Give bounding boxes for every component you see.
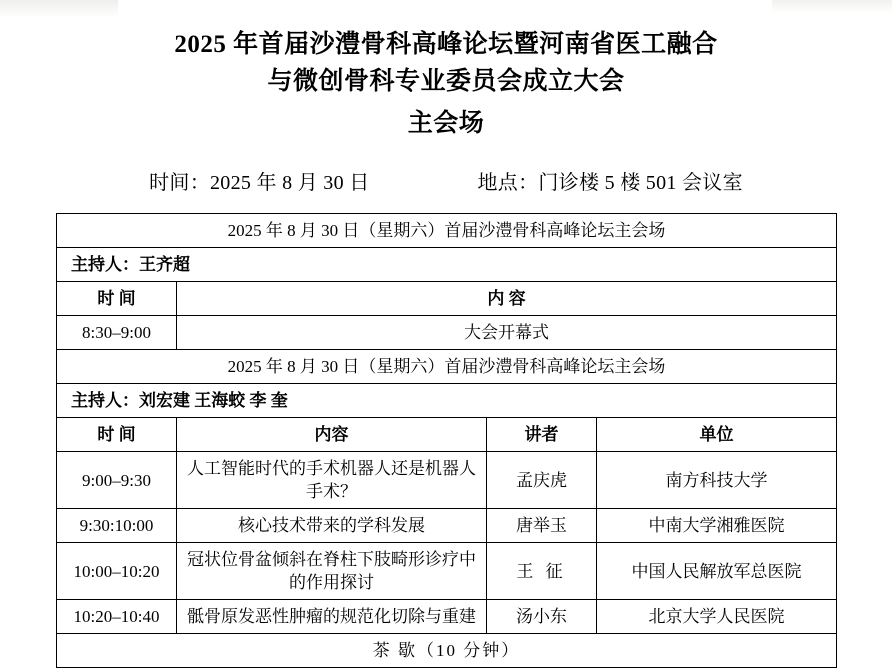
cell-content: 骶骨原发恶性肿瘤的规范化切除与重建 (177, 600, 487, 634)
cell-content: 大会开幕式 (177, 316, 837, 350)
cell-time: 9:00–9:30 (57, 452, 177, 509)
title-line-1: 2025 年首届沙澧骨科高峰论坛暨河南省医工融合 (174, 31, 718, 58)
table-row (57, 282, 837, 316)
meta-row (56, 166, 836, 195)
section1-header-time: 时 间 (57, 282, 177, 316)
meta-place: 地点：门诊楼 5 楼 501 会议室 (477, 172, 743, 194)
table-row (57, 316, 837, 350)
cell-break: 茶 歇（10 分钟） (57, 634, 837, 668)
cell-speaker: 汤小东 (487, 600, 597, 634)
table-row (57, 600, 837, 634)
table-row (57, 543, 837, 600)
cell-unit: 中南大学湘雅医院 (597, 509, 837, 543)
section1-band: 2025 年 8 月 30 日（星期六）首届沙澧骨科高峰论坛主会场 (57, 214, 837, 248)
document-title (56, 0, 836, 142)
agenda-table (56, 213, 837, 668)
table-row (57, 634, 837, 668)
section1-header-content: 内 容 (177, 282, 837, 316)
title-line-2: 与微创骨科专业委员会成立大会 (267, 68, 625, 95)
meta-time: 时间：2025 年 8 月 30 日 (149, 172, 370, 194)
cell-time: 8:30–9:00 (57, 316, 177, 350)
title-line-3: 主会场 (407, 110, 485, 137)
table-row (57, 418, 837, 452)
section2-header-time: 时 间 (57, 418, 177, 452)
table-row (57, 214, 837, 248)
cell-speaker: 孟庆虎 (487, 452, 597, 509)
table-row (57, 248, 837, 282)
table-row (57, 509, 837, 543)
table-row (57, 350, 837, 384)
section2-band: 2025 年 8 月 30 日（星期六）首届沙澧骨科高峰论坛主会场 (57, 350, 837, 384)
cell-unit: 南方科技大学 (597, 452, 837, 509)
cell-unit: 北京大学人民医院 (597, 600, 837, 634)
cell-content: 人工智能时代的手术机器人还是机器人手术？ (177, 452, 487, 509)
table-row (57, 384, 837, 418)
section2-header-unit: 单位 (597, 418, 837, 452)
cell-speaker: 王 征 (487, 543, 597, 600)
cell-unit: 中国人民解放军总医院 (597, 543, 837, 600)
cell-speaker: 唐举玉 (487, 509, 597, 543)
section2-header-content: 内容 (177, 418, 487, 452)
section2-header-speaker: 讲者 (487, 418, 597, 452)
section1-host: 主持人：王齐超 (57, 248, 837, 282)
section2-host: 主持人：刘宏建 王海蛟 李 奎 (57, 384, 837, 418)
cell-time: 10:20–10:40 (57, 600, 177, 634)
cell-content: 冠状位骨盆倾斜在脊柱下肢畸形诊疗中的作用探讨 (177, 543, 487, 600)
table-row (57, 452, 837, 509)
cell-time: 9:30:10:00 (57, 509, 177, 543)
cell-content: 核心技术带来的学科发展 (177, 509, 487, 543)
cell-time: 10:00–10:20 (57, 543, 177, 600)
